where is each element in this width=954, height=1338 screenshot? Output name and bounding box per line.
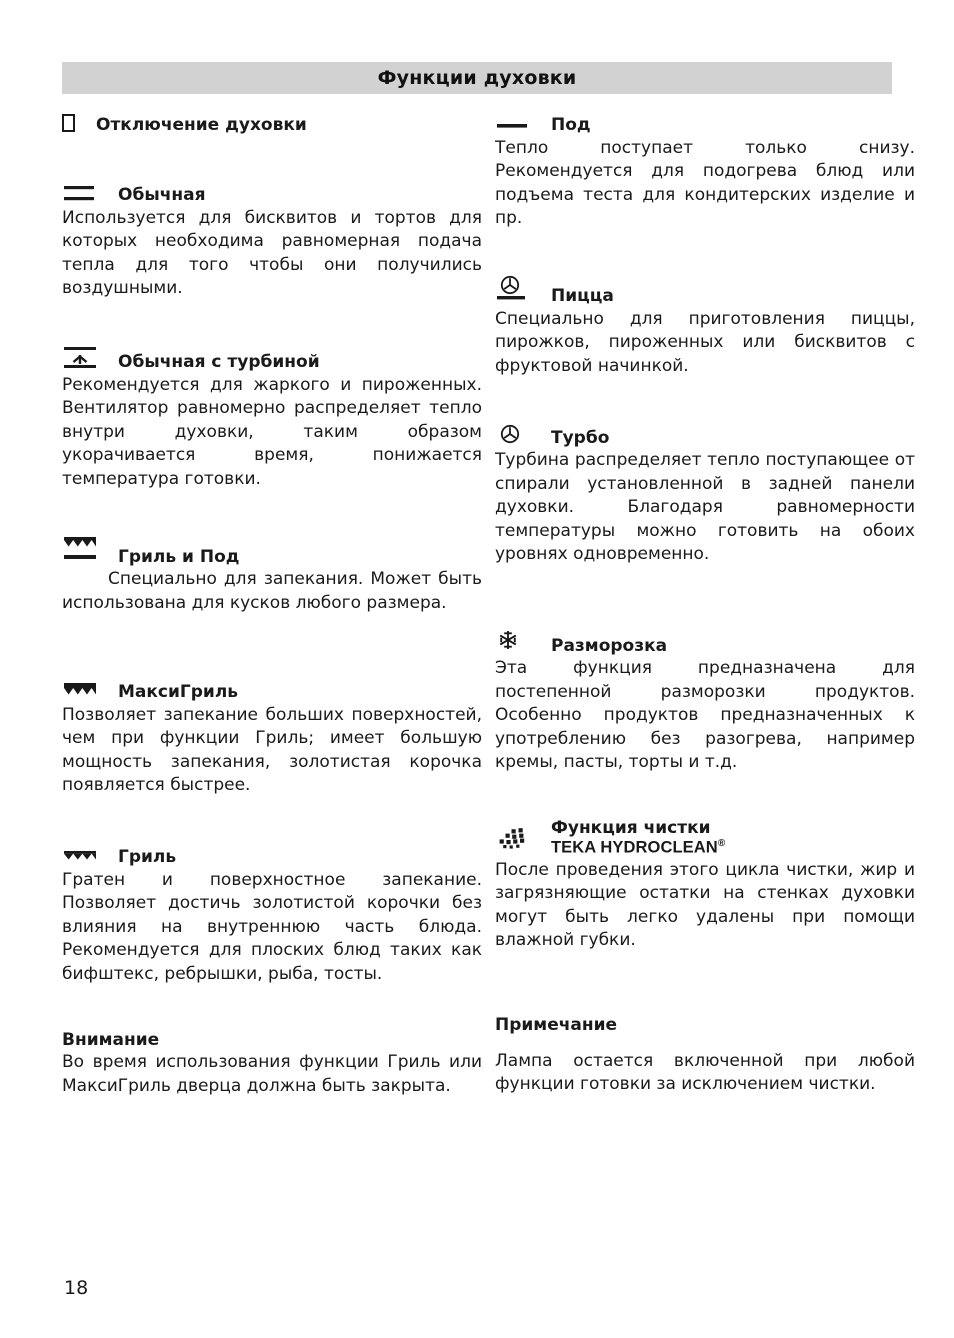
function-title: Турбо (551, 427, 610, 448)
page-title: Функции духовки (377, 67, 577, 89)
function-block-hydroclean (495, 819, 915, 953)
grill-icon (62, 846, 118, 868)
spacer (495, 779, 915, 819)
pizza-icon-svg (495, 275, 539, 305)
function-title: Гриль (118, 847, 177, 868)
function-title: Пицца (551, 286, 614, 307)
function-title: Обычная с турбиной (118, 352, 320, 373)
function-body: Используется для бисквитов и тортов для которых необходима равномерная подача тепла для того чтобы они получились воздушными. (62, 208, 482, 299)
function-title: МаксиГриль (118, 682, 239, 703)
turbo-icon-svg (495, 422, 539, 446)
function-block-grill-and-base (62, 535, 482, 615)
function-body: Специально для приготовления пиццы, пирожков, пироженных или бисквитов с фруктовой начинкой. (495, 308, 915, 376)
function-heading (495, 110, 915, 136)
function-title (551, 819, 725, 858)
function-heading (62, 180, 482, 206)
function-title: Обычная (118, 185, 206, 206)
function-body: Гратен и поверхностное запекание. Позволяет достичь золотистой корочки без влияния на внутреннюю часть блюда. Рекомендуется для плоских блюд таких как бифштекс, ребрышки, рыба, тосты. (62, 869, 482, 984)
pizza-icon (495, 275, 551, 307)
function-body: Эта функция предназначена для постепенной разморозки продуктов. Особенно продуктов предназначенных к употреблению без разогрева, например кремы, пасты, торты и т.д. (495, 658, 915, 773)
function-title: Разморозка (551, 635, 668, 656)
spacer (62, 140, 482, 180)
base-heat-icon (495, 114, 551, 136)
function-body: Рекомендуется для жаркого и пироженных. Вентилятор равномерно распределяет тепло внутри духовки, таким образом укорачивается время, понижается температура готовки. (62, 374, 482, 489)
maxi-grill-icon (62, 677, 118, 703)
function-body: Турбина распределяет тепло поступающее от спирали установленной в задней панели духовки. Благодаря равномерности температуры можно готовить на обоих уровнях одновременно. (495, 450, 915, 564)
function-title: Гриль и Под (118, 546, 240, 567)
conventional-heat-icon-svg (62, 182, 102, 204)
function-block-oven-off (62, 110, 482, 136)
function-block-turbo (495, 422, 915, 566)
note-body: Лампа остается включенной при любой функции готовки за исключением чистки. (495, 1050, 915, 1094)
spacer (62, 619, 482, 677)
function-heading (62, 535, 482, 567)
spacer (495, 1036, 915, 1050)
function-title: Отключение духовки (96, 115, 307, 136)
spacer (62, 495, 482, 535)
function-heading (495, 422, 915, 448)
spacer (62, 802, 482, 842)
turbo-icon (495, 422, 551, 448)
hydroclean-brand-text: TEKA HYDROCLEAN (551, 838, 718, 857)
warning-heading: Внимание (62, 1030, 160, 1051)
function-block-maxi-grill (62, 677, 482, 798)
water-droplets-icon-svg (495, 826, 541, 856)
grill-and-base-icon (62, 535, 118, 567)
function-heading (495, 819, 915, 858)
function-title-line1: Функция чистки (551, 817, 711, 838)
snowflake-icon-svg (495, 628, 539, 654)
left-column (62, 110, 482, 1102)
function-body: Позволяет запекание больших поверхностей, чем при функции Гриль; имеет большую мощность запекания, золотистая корочка появляется быстрее. (62, 704, 482, 796)
conventional-fan-icon-svg (62, 345, 104, 371)
conventional-fan-icon (62, 345, 118, 373)
function-heading (62, 677, 482, 703)
function-block-base-heat (495, 110, 915, 231)
note-heading: Примечание (495, 1014, 618, 1035)
function-body: Тепло поступает только снизу. Рекомендуется для подогрева блюд или подъема теста для кондитерских изделие и пр. (495, 138, 915, 229)
registered-mark: ® (717, 838, 726, 850)
hydroclean-brand (551, 838, 725, 857)
function-block-grill (62, 842, 482, 986)
function-heading (495, 275, 915, 307)
grill-icon-svg (62, 846, 106, 866)
warning-block (62, 1030, 482, 1098)
spacer (495, 235, 915, 275)
function-block-conventional (62, 180, 482, 301)
content-columns (0, 110, 954, 1102)
note-block (495, 1015, 915, 1097)
function-body: Специально для запекания. Может быть использована для кусков любого размера. (62, 569, 482, 613)
page-number: 18 (64, 1277, 89, 1299)
conventional-heat-icon (62, 182, 118, 206)
function-block-conventional-fan (62, 345, 482, 491)
function-heading (62, 345, 482, 373)
water-droplets-icon (495, 826, 551, 858)
spacer (495, 957, 915, 1015)
function-title: Под (551, 115, 591, 136)
function-heading (62, 110, 482, 136)
right-column (495, 110, 915, 1102)
maxi-grill-icon-svg (62, 677, 106, 701)
spacer (62, 305, 482, 345)
spacer (62, 990, 482, 1030)
spacer (495, 382, 915, 422)
function-body: После проведения этого цикла чистки, жир и загрязняющие остатки на стенках духовки могут быть легко удалены при помощи влажной губки. (495, 859, 915, 951)
function-heading (495, 628, 915, 656)
base-heat-icon-svg (495, 114, 539, 134)
snowflake-icon (495, 628, 551, 656)
function-heading (62, 842, 482, 868)
function-block-defrost (495, 628, 915, 774)
empty-square-icon (62, 114, 96, 136)
spacer (495, 570, 915, 628)
grill-and-base-icon-svg (62, 535, 106, 565)
page-header-bar (62, 62, 892, 94)
function-block-pizza (495, 275, 915, 378)
warning-body: Во время использования функции Гриль или МаксиГриль дверца должна быть закрыта. (62, 1052, 482, 1096)
